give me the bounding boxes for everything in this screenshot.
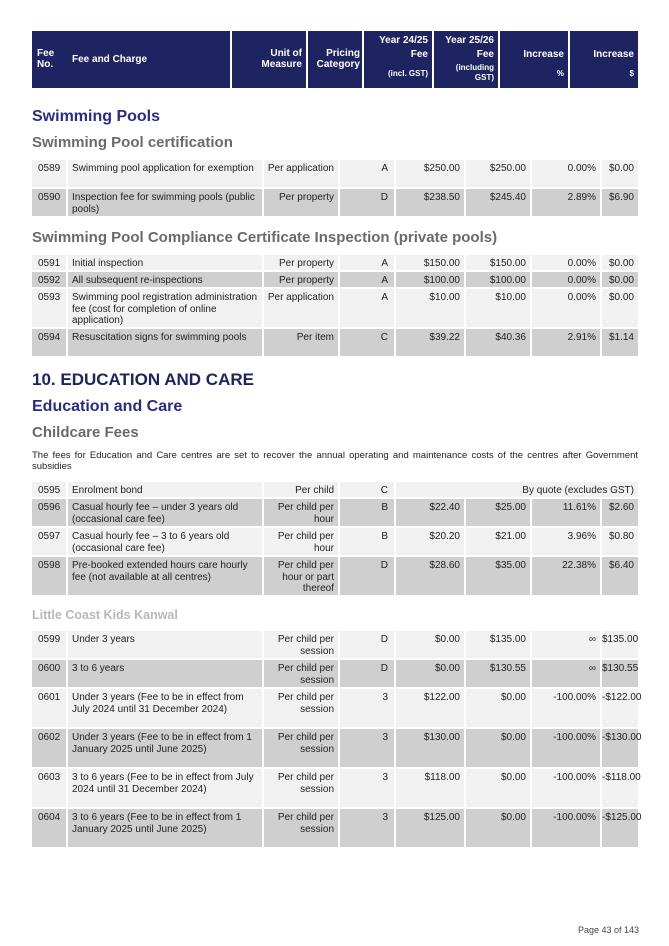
- increase-amount-cell: $130.55: [602, 660, 638, 687]
- fee-description-cell: Under 3 years (Fee to be in effect from July 2024 until 31 December 2024): [68, 689, 262, 727]
- increase-percent-cell: 22.38%: [532, 557, 600, 595]
- table-row: [32, 631, 638, 660]
- header-increase-amt-cell: [570, 31, 638, 88]
- pricing-category-cell: A: [340, 255, 394, 270]
- table-pool-certification: [32, 160, 638, 218]
- header-year2-fee: Fee: [476, 49, 494, 60]
- unit-of-measure-cell: Per application: [264, 289, 338, 327]
- fee-2025-26-cell: $21.00: [466, 528, 530, 555]
- header-unit-of-measure: Unit of Measure: [261, 48, 302, 70]
- fee-2024-25-cell: $238.50: [396, 189, 464, 216]
- increase-amount-cell: $0.00: [602, 160, 638, 187]
- table-row: [32, 482, 638, 499]
- header-increase-amt-sub: $: [629, 69, 634, 78]
- fee-2025-26-cell: $25.00: [466, 499, 530, 526]
- fee-2024-25-cell: $122.00: [396, 689, 464, 727]
- header-increase-pct-title: Increase: [523, 49, 564, 60]
- header-increase-amt-title: Increase: [593, 49, 634, 60]
- header-year1-fee: Fee: [410, 49, 428, 60]
- increase-percent-cell: 3.96%: [532, 528, 600, 555]
- pricing-category-cell: 3: [340, 689, 394, 727]
- table-row: [32, 329, 638, 358]
- fee-2024-25-cell: $250.00: [396, 160, 464, 187]
- fee-number-cell: 0602: [32, 729, 66, 767]
- unit-of-measure-cell: Per item: [264, 329, 338, 356]
- unit-of-measure-cell: Per child per session: [264, 809, 338, 847]
- fee-2025-26-cell: $245.40: [466, 189, 530, 216]
- increase-amount-cell: $6.90: [602, 189, 638, 216]
- fee-2024-25-cell: $125.00: [396, 809, 464, 847]
- unit-of-measure-cell: Per child per session: [264, 660, 338, 687]
- table-row: [32, 499, 638, 528]
- increase-percent-cell: 0.00%: [532, 255, 600, 270]
- increase-percent-cell: 0.00%: [532, 289, 600, 327]
- fee-description-cell: Casual hourly fee – 3 to 6 years old (occasional care fee): [68, 528, 262, 555]
- fee-2024-25-cell: $118.00: [396, 769, 464, 807]
- header-fee-cell: [32, 31, 230, 88]
- fee-number-cell: 0601: [32, 689, 66, 727]
- table-row: [32, 189, 638, 218]
- increase-amount-cell: -$125.00: [602, 809, 638, 847]
- fee-description-cell: 3 to 6 years: [68, 660, 262, 687]
- increase-amount-cell: -$130.00: [602, 729, 638, 767]
- increase-amount-cell: $0.00: [602, 289, 638, 327]
- increase-percent-cell: -100.00%: [532, 689, 600, 727]
- fee-number-cell: 0591: [32, 255, 66, 270]
- table-row: [32, 809, 642, 849]
- increase-amount-cell: $6.40: [602, 557, 638, 595]
- fee-2024-25-cell: $28.60: [396, 557, 464, 595]
- increase-amount-cell: $0.80: [602, 528, 638, 555]
- fee-description-cell: Resuscitation signs for swimming pools: [68, 329, 262, 356]
- fee-2024-25-cell: $22.40: [396, 499, 464, 526]
- fee-number-cell: 0593: [32, 289, 66, 327]
- header-increase-pct-cell: [500, 31, 568, 88]
- table-row: [32, 289, 638, 329]
- pricing-category-cell: B: [340, 528, 394, 555]
- table-row: [32, 729, 642, 769]
- fee-2025-26-cell: $0.00: [466, 769, 530, 807]
- unit-of-measure-cell: Per child per session: [264, 631, 338, 658]
- fee-2025-26-cell: $0.00: [466, 729, 530, 767]
- pricing-category-cell: D: [340, 631, 394, 658]
- fee-description-cell: Under 3 years: [68, 631, 262, 658]
- fee-number-cell: 0600: [32, 660, 66, 687]
- header-fee-no: Fee No.: [37, 48, 55, 70]
- fee-2024-25-cell: $10.00: [396, 289, 464, 327]
- fee-description-cell: Inspection fee for swimming pools (public pools): [68, 189, 262, 216]
- fee-number-cell: 0590: [32, 189, 66, 216]
- fee-table-header: [32, 31, 638, 88]
- increase-percent-cell: -100.00%: [532, 729, 600, 767]
- increase-percent-cell: 0.00%: [532, 160, 600, 187]
- unit-of-measure-cell: Per property: [264, 189, 338, 216]
- table-row: [32, 272, 638, 289]
- unit-of-measure-cell: Per child per session: [264, 729, 338, 767]
- increase-percent-cell: 2.89%: [532, 189, 600, 216]
- header-pricing-category: Pricing Category: [316, 48, 360, 70]
- increase-amount-cell: $0.00: [602, 272, 638, 287]
- increase-amount-cell: $0.00: [602, 255, 638, 270]
- fee-number-cell: 0603: [32, 769, 66, 807]
- fee-number-cell: 0596: [32, 499, 66, 526]
- header-unit-cell: [232, 31, 306, 88]
- table-childcare-fees: [32, 482, 638, 597]
- pricing-category-cell: A: [340, 272, 394, 287]
- increase-percent-cell: ∞: [532, 631, 600, 658]
- fee-2024-25-cell: $39.22: [396, 329, 464, 356]
- fee-2024-25-cell: $150.00: [396, 255, 464, 270]
- increase-percent-cell: 2.91%: [532, 329, 600, 356]
- table-little-coast-kids: [32, 631, 642, 849]
- pricing-category-cell: 3: [340, 729, 394, 767]
- quote-note-cell: By quote (excludes GST): [396, 482, 638, 497]
- unit-of-measure-cell: Per child: [264, 482, 338, 497]
- pricing-category-cell: A: [340, 160, 394, 187]
- fee-number-cell: 0592: [32, 272, 66, 287]
- table-row: [32, 528, 638, 557]
- fee-2025-26-cell: $100.00: [466, 272, 530, 287]
- increase-amount-cell: $135.00: [602, 631, 638, 658]
- increase-percent-cell: 11.61%: [532, 499, 600, 526]
- fee-number-cell: 0594: [32, 329, 66, 356]
- subheading-pool-compliance: Swimming Pool Compliance Certificate Inspection (private pools): [32, 229, 498, 246]
- unit-of-measure-cell: Per child per session: [264, 689, 338, 727]
- section-heading-education-care: 10. EDUCATION AND CARE: [32, 370, 254, 389]
- header-year1-title: Year 24/25: [379, 35, 428, 46]
- header-year1-sub: (incl. GST): [388, 69, 428, 78]
- fee-2025-26-cell: $150.00: [466, 255, 530, 270]
- fee-2025-26-cell: $135.00: [466, 631, 530, 658]
- fee-2025-26-cell: $40.36: [466, 329, 530, 356]
- unit-of-measure-cell: Per property: [264, 255, 338, 270]
- fee-2024-25-cell: $20.20: [396, 528, 464, 555]
- fee-2025-26-cell: $250.00: [466, 160, 530, 187]
- fee-number-cell: 0597: [32, 528, 66, 555]
- fee-2024-25-cell: $100.00: [396, 272, 464, 287]
- fee-2024-25-cell: $0.00: [396, 660, 464, 687]
- pricing-category-cell: C: [340, 482, 394, 497]
- unit-of-measure-cell: Per application: [264, 160, 338, 187]
- subheading-childcare-fees: Childcare Fees: [32, 424, 139, 441]
- unit-of-measure-cell: Per child per session: [264, 769, 338, 807]
- pricing-category-cell: 3: [340, 769, 394, 807]
- fee-description-cell: Casual hourly fee – under 3 years old (occasional care fee): [68, 499, 262, 526]
- fee-description-cell: 3 to 6 years (Fee to be in effect from 1 January 2025 until June 2025): [68, 809, 262, 847]
- fee-number-cell: 0604: [32, 809, 66, 847]
- page-number: Page 43 of 143: [577, 925, 639, 935]
- fee-number-cell: 0598: [32, 557, 66, 595]
- unit-of-measure-cell: Per child per hour: [264, 499, 338, 526]
- increase-percent-cell: -100.00%: [532, 769, 600, 807]
- table-row: [32, 769, 641, 809]
- header-category-cell: [308, 31, 362, 88]
- increase-amount-cell: -$122.00: [602, 689, 638, 727]
- header-year2-title: Year 25/26: [445, 35, 494, 46]
- fee-2024-25-cell: $130.00: [396, 729, 464, 767]
- fee-description-cell: Swimming pool application for exemption: [68, 160, 262, 187]
- header-year2-sub: (including GST): [455, 63, 494, 82]
- fee-2025-26-cell: $0.00: [466, 689, 530, 727]
- subheading-pool-certification: Swimming Pool certification: [32, 134, 233, 151]
- table-pool-compliance: [32, 255, 638, 358]
- fee-description-cell: All subsequent re-inspections: [68, 272, 262, 287]
- pricing-category-cell: A: [340, 289, 394, 327]
- increase-amount-cell: $1.14: [602, 329, 638, 356]
- fee-description-cell: Swimming pool registration administration fee (cost for completion of online application): [68, 289, 262, 327]
- pricing-category-cell: B: [340, 499, 394, 526]
- subheading-little-coast-kids: Little Coast Kids Kanwal: [32, 608, 178, 622]
- fee-number-cell: 0599: [32, 631, 66, 658]
- pricing-category-cell: D: [340, 557, 394, 595]
- fee-2025-26-cell: $130.55: [466, 660, 530, 687]
- table-row: [32, 160, 638, 189]
- fee-number-cell: 0589: [32, 160, 66, 187]
- pricing-category-cell: D: [340, 189, 394, 216]
- fee-2025-26-cell: $10.00: [466, 289, 530, 327]
- fee-2025-26-cell: $35.00: [466, 557, 530, 595]
- fee-2024-25-cell: $0.00: [396, 631, 464, 658]
- increase-amount-cell: $2.60: [602, 499, 638, 526]
- increase-amount-cell: -$118.00: [602, 769, 638, 807]
- header-increase-pct-sub: %: [556, 69, 564, 78]
- header-year1-cell: [364, 31, 432, 88]
- fee-number-cell: 0595: [32, 482, 66, 497]
- section-heading-swimming-pools: Swimming Pools: [32, 108, 161, 125]
- pricing-category-cell: C: [340, 329, 394, 356]
- table-row: [32, 255, 638, 272]
- increase-percent-cell: -100.00%: [532, 809, 600, 847]
- fee-description-cell: Enrolment bond: [68, 482, 262, 497]
- heading-education-and-care: Education and Care: [32, 398, 183, 415]
- increase-percent-cell: ∞: [532, 660, 600, 687]
- fee-2025-26-cell: $0.00: [466, 809, 530, 847]
- fee-description-cell: 3 to 6 years (Fee to be in effect from July 2024 until 31 December 2024): [68, 769, 262, 807]
- header-year2-cell: [434, 31, 498, 88]
- pricing-category-cell: 3: [340, 809, 394, 847]
- unit-of-measure-cell: Per child per hour: [264, 528, 338, 555]
- fee-description-cell: Pre-booked extended hours care hourly fee (not available at all centres): [68, 557, 262, 595]
- unit-of-measure-cell: Per child per hour or part thereof: [264, 557, 338, 595]
- unit-of-measure-cell: Per property: [264, 272, 338, 287]
- fee-description-cell: Initial inspection: [68, 255, 262, 270]
- fee-description-cell: Under 3 years (Fee to be in effect from 1 January 2025 until June 2025): [68, 729, 262, 767]
- childcare-fees-description: The fees for Education and Care centres are set to recover the annual operating and maintenance costs of the centres after Government subsidies: [32, 450, 638, 472]
- pricing-category-cell: D: [340, 660, 394, 687]
- table-row: [32, 557, 638, 597]
- header-fee-and-charge: Fee and Charge: [72, 54, 148, 65]
- table-row: [32, 660, 638, 689]
- increase-percent-cell: 0.00%: [532, 272, 600, 287]
- table-row: [32, 689, 642, 729]
